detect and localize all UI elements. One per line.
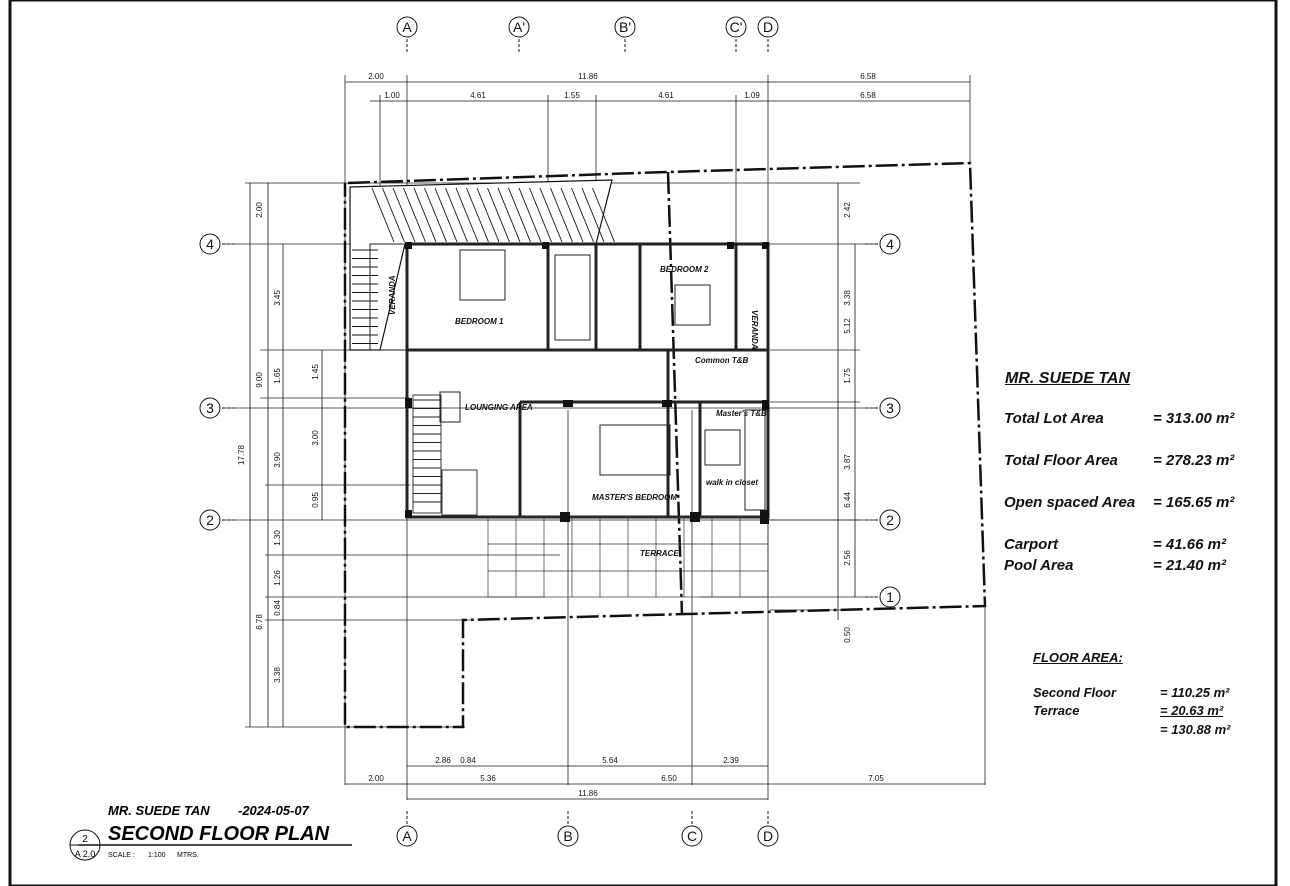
dimension-label: 3.38 <box>843 290 852 306</box>
dimension-label: 0.50 <box>843 627 852 643</box>
dimension-label: 6.44 <box>843 492 852 508</box>
summary-label: Carport <box>1004 536 1059 553</box>
floor-area-label: Second Floor <box>1033 685 1117 700</box>
dimension-label: 5.64 <box>602 756 618 765</box>
summary-label: Total Lot Area <box>1004 410 1104 427</box>
grid-bubbles-right <box>864 234 900 607</box>
dimension-label: 11.86 <box>578 789 598 798</box>
dimension-label: 3.00 <box>311 430 320 446</box>
dimension-label: 0.84 <box>273 600 282 616</box>
scale-units: MTRS. <box>177 852 199 859</box>
dimension-label: 1.00 <box>384 91 400 100</box>
svg-text:3: 3 <box>886 400 894 416</box>
svg-text:A': A' <box>512 19 526 35</box>
sheet-ref: A 2.0 <box>74 849 96 859</box>
dimension-label: 6.50 <box>661 774 677 783</box>
dimension-label: 1.65 <box>273 368 282 384</box>
summary-value: = 165.65 m² <box>1153 494 1235 511</box>
dimension-label: 3.45 <box>273 290 282 306</box>
floor-area-label: Terrace <box>1033 703 1080 718</box>
svg-text:C: C <box>686 828 698 844</box>
room-label-bedroom1: BEDROOM 1 <box>455 317 504 326</box>
dimension-label: 3.38 <box>273 667 282 683</box>
title-date: -2024-05-07 <box>238 803 309 818</box>
svg-text:D: D <box>762 19 774 35</box>
dimension-label: 0.84 <box>460 756 476 765</box>
summary-value: = 313.00 m² <box>1153 410 1235 427</box>
dimension-label: 3.87 <box>843 454 852 470</box>
svg-text:3: 3 <box>206 400 214 416</box>
svg-text:4: 4 <box>206 236 214 252</box>
room-label-masters-bedroom: MASTER'S BEDROOM <box>592 493 678 502</box>
summary-label: Open spaced Area <box>1004 494 1136 511</box>
room-label-lounging: LOUNGING AREA <box>465 403 533 412</box>
dimension-label: 2.00 <box>368 72 384 81</box>
summary-label: Total Floor Area <box>1004 452 1118 469</box>
dimension-label: 2.00 <box>255 202 264 218</box>
dimension-label: 2.00 <box>368 774 384 783</box>
grid-bubble-bottom <box>558 810 578 846</box>
floor-area-value: = 20.63 m² <box>1160 703 1224 718</box>
svg-text:1: 1 <box>886 589 894 605</box>
grid-bubbles-bottom <box>397 810 778 846</box>
floor-area-value: = 130.88 m² <box>1160 722 1231 737</box>
dimension-label: 2.86 <box>435 756 451 765</box>
dimension-label: 2.42 <box>843 202 852 218</box>
dimension-label: 6.58 <box>860 91 876 100</box>
summary-label: Pool Area <box>1004 557 1074 574</box>
grid-bubble-top <box>509 17 529 53</box>
dimension-label: 1.30 <box>273 530 282 546</box>
terrace-tiles <box>488 517 768 597</box>
title-owner: MR. SUEDE TAN <box>108 803 210 818</box>
building-walls <box>407 244 768 517</box>
sheet-number: 2 <box>82 834 88 845</box>
room-label-walk-in: walk in closet <box>706 478 759 487</box>
floor-area-value: = 110.25 m² <box>1160 685 1230 700</box>
grid-bubble-top <box>726 17 746 53</box>
dimension-label: 5.12 <box>843 318 852 334</box>
summary-title: MR. SUEDE TAN <box>1005 370 1131 387</box>
dimension-label: 7.05 <box>868 774 884 783</box>
room-label-bedroom2: BEDROOM 2 <box>660 265 709 274</box>
stairs <box>413 395 477 515</box>
dimension-label: 1.75 <box>843 368 852 384</box>
grid-bubble-bottom <box>682 810 702 846</box>
floor-area-title: FLOOR AREA: <box>1033 650 1123 665</box>
grid-bubble-bottom <box>758 810 778 846</box>
grid-bubble-top <box>397 17 417 53</box>
room-label-veranda-left: VERANDA <box>388 275 397 315</box>
svg-text:C': C' <box>729 19 743 35</box>
dimension-label: 5.36 <box>480 774 496 783</box>
room-label-veranda-right: VERANDA <box>750 310 759 350</box>
plan-title: SECOND FLOOR PLAN <box>108 823 330 845</box>
dimension-label: 17.78 <box>237 444 246 466</box>
dimension-label: 4.61 <box>470 91 486 100</box>
summary-value: = 278.23 m² <box>1153 452 1235 469</box>
room-label-terrace: TERRACE <box>640 549 679 558</box>
svg-text:A: A <box>402 828 412 844</box>
svg-text:A: A <box>402 19 412 35</box>
svg-text:2: 2 <box>206 512 214 528</box>
summary-value: = 41.66 m² <box>1153 536 1226 553</box>
dimension-label: 4.61 <box>658 91 674 100</box>
grid-bubbles-left <box>200 234 236 530</box>
svg-text:2: 2 <box>886 512 894 528</box>
dimension-label: 11.86 <box>578 72 598 81</box>
grid-bubbles-top <box>397 17 778 53</box>
grid-bubble-top <box>615 17 635 53</box>
dimension-label: 9.00 <box>255 372 264 388</box>
dimension-label: 0.95 <box>311 492 320 508</box>
svg-text:4: 4 <box>886 236 894 252</box>
dimension-label: 1.26 <box>273 570 282 586</box>
grid-bubble-bottom <box>397 810 417 846</box>
room-label-masters-tb: Master's T&B <box>716 409 767 418</box>
svg-text:B': B' <box>618 19 632 35</box>
summary-value: = 21.40 m² <box>1153 557 1226 574</box>
svg-text:B: B <box>563 828 573 844</box>
dimension-label: 6.58 <box>860 72 876 81</box>
dimension-label: 2.39 <box>723 756 739 765</box>
svg-text:D: D <box>762 828 774 844</box>
dimension-label: 1.55 <box>564 91 580 100</box>
scale-label: SCALE : <box>108 852 135 859</box>
room-label-common-tb: Common T&B <box>695 356 749 365</box>
dimension-label: 1.09 <box>744 91 760 100</box>
grid-bubble-top <box>758 17 778 53</box>
dimension-label: 2.56 <box>843 550 852 566</box>
dimension-label: 6.78 <box>255 614 264 630</box>
dimension-label: 3.90 <box>273 452 282 468</box>
sheet-border <box>10 0 1276 886</box>
scale-value: 1:100 <box>148 852 166 859</box>
dimension-label: 1.45 <box>311 364 320 380</box>
